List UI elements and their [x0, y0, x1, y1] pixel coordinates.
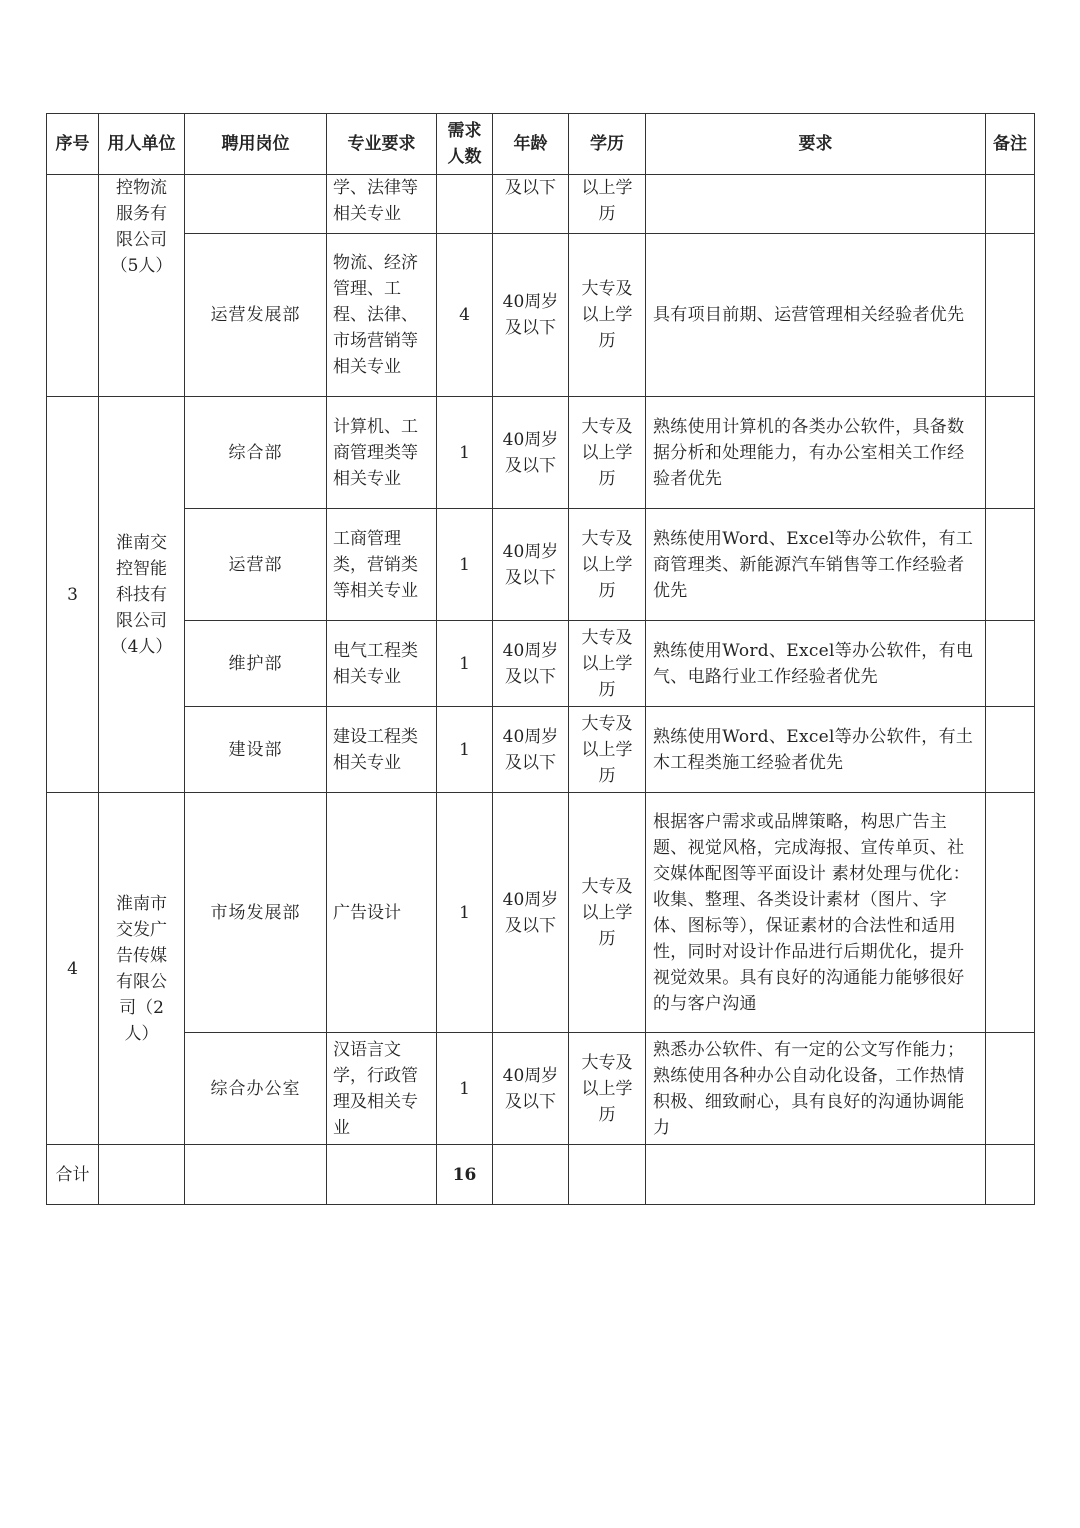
- remark-cell: [986, 509, 1035, 621]
- major-cell: 计算机、工商管理类等相关专业: [327, 397, 437, 509]
- seq-cell: 3: [47, 397, 99, 793]
- recruitment-table: [46, 113, 1035, 1205]
- remark-cell: [986, 175, 1035, 234]
- age-cell: 40周岁及以下: [493, 1033, 569, 1145]
- table-row: [47, 621, 1035, 707]
- header-position: 聘用岗位: [185, 114, 327, 175]
- total-empty-cell: [569, 1145, 646, 1205]
- unit-cell: 淮南市交发广告传媒有限公司（2人）: [99, 793, 185, 1145]
- header-remark: 备注: [986, 114, 1035, 175]
- requirement-cell: 熟练使用计算机的各类办公软件，具备数据分析和处理能力，有办公室相关工作经验者优先: [646, 397, 986, 509]
- major-cell: 汉语言文学，行政管理及相关专业: [327, 1033, 437, 1145]
- position-cell: 建设部: [185, 707, 327, 793]
- seq-cell: 4: [47, 793, 99, 1145]
- total-empty-cell: [327, 1145, 437, 1205]
- table-row: [47, 234, 1035, 397]
- total-count: 16: [437, 1145, 493, 1205]
- education-cell: 以上学历: [569, 175, 646, 234]
- requirement-cell: 具有项目前期、运营管理相关经验者优先: [646, 234, 986, 397]
- major-cell: 工商管理类，营销类等相关专业: [327, 509, 437, 621]
- header-seq: 序号: [47, 114, 99, 175]
- count-cell: 4: [437, 234, 493, 397]
- count-cell: 1: [437, 793, 493, 1033]
- total-row: [47, 1145, 1035, 1205]
- age-cell: 40周岁及以下: [493, 621, 569, 707]
- position-cell: 综合部: [185, 397, 327, 509]
- header-unit: 用人单位: [99, 114, 185, 175]
- major-cell: 广告设计: [327, 793, 437, 1033]
- education-cell: 大专及以上学历: [569, 793, 646, 1033]
- age-cell: 及以下: [493, 175, 569, 234]
- position-cell: 维护部: [185, 621, 327, 707]
- major-cell: 学、法律等相关专业: [327, 175, 437, 234]
- education-cell: 大专及以上学历: [569, 509, 646, 621]
- requirement-cell: 熟练使用Word、Excel等办公软件，有工商管理类、新能源汽车销售等工作经验者优先: [646, 509, 986, 621]
- table-row: [47, 1033, 1035, 1145]
- remark-cell: [986, 793, 1035, 1033]
- total-label: 合计: [47, 1145, 99, 1205]
- total-empty-cell: [99, 1145, 185, 1205]
- total-empty-cell: [493, 1145, 569, 1205]
- header-requirement: 要求: [646, 114, 986, 175]
- age-cell: 40周岁及以下: [493, 397, 569, 509]
- remark-cell: [986, 1033, 1035, 1145]
- requirement-cell: [646, 175, 986, 234]
- education-cell: 大专及以上学历: [569, 1033, 646, 1145]
- count-cell: 1: [437, 1033, 493, 1145]
- position-cell: 运营部: [185, 509, 327, 621]
- position-cell: 综合办公室: [185, 1033, 327, 1145]
- position-cell: [185, 175, 327, 234]
- age-cell: 40周岁及以下: [493, 509, 569, 621]
- education-cell: 大专及以上学历: [569, 234, 646, 397]
- header-count: 需求人数: [437, 114, 493, 175]
- count-cell: 1: [437, 621, 493, 707]
- header-age: 年龄: [493, 114, 569, 175]
- requirement-cell: 熟练使用Word、Excel等办公软件，有土木工程类施工经验者优先: [646, 707, 986, 793]
- total-empty-cell: [646, 1145, 986, 1205]
- header-row: [47, 114, 1035, 175]
- count-cell: 1: [437, 707, 493, 793]
- unit-cell: 淮南交控智能科技有限公司（4人）: [99, 397, 185, 793]
- header-major: 专业要求: [327, 114, 437, 175]
- education-cell: 大专及以上学历: [569, 397, 646, 509]
- table-row: [47, 397, 1035, 509]
- remark-cell: [986, 621, 1035, 707]
- total-empty-cell: [986, 1145, 1035, 1205]
- table-row: [47, 175, 1035, 234]
- major-cell: 电气工程类相关专业: [327, 621, 437, 707]
- position-cell: 运营发展部: [185, 234, 327, 397]
- remark-cell: [986, 397, 1035, 509]
- seq-cell: [47, 175, 99, 397]
- count-cell: [437, 175, 493, 234]
- table-row: [47, 793, 1035, 1033]
- major-cell: 物流、经济管理、工程、法律、市场营销等相关专业: [327, 234, 437, 397]
- age-cell: 40周岁及以下: [493, 234, 569, 397]
- requirement-cell: 熟练使用Word、Excel等办公软件，有电气、电路行业工作经验者优先: [646, 621, 986, 707]
- age-cell: 40周岁及以下: [493, 793, 569, 1033]
- education-cell: 大专及以上学历: [569, 707, 646, 793]
- table-row: [47, 509, 1035, 621]
- count-cell: 1: [437, 509, 493, 621]
- table-row: [47, 707, 1035, 793]
- requirement-cell: 熟悉办公软件、有一定的公文写作能力；熟练使用各种办公自动化设备，工作热情积极、细致耐心，具有良好的沟通协调能力: [646, 1033, 986, 1145]
- header-education: 学历: [569, 114, 646, 175]
- total-empty-cell: [185, 1145, 327, 1205]
- count-cell: 1: [437, 397, 493, 509]
- education-cell: 大专及以上学历: [569, 621, 646, 707]
- unit-cell: 控物流服务有限公司（5人）: [99, 175, 185, 397]
- major-cell: 建设工程类相关专业: [327, 707, 437, 793]
- position-cell: 市场发展部: [185, 793, 327, 1033]
- remark-cell: [986, 234, 1035, 397]
- age-cell: 40周岁及以下: [493, 707, 569, 793]
- requirement-cell: 根据客户需求或品牌策略，构思广告主题、视觉风格，完成海报、宣传单页、社交媒体配图等平面设计 素材处理与优化：收集、整理、各类设计素材（图片、字体、图标等），保证素材的合法性和适用性，同时对设计作品进行后期优化，提升视觉效果。具有良好的沟通能力能够很好的与客户沟通: [646, 793, 986, 1033]
- remark-cell: [986, 707, 1035, 793]
